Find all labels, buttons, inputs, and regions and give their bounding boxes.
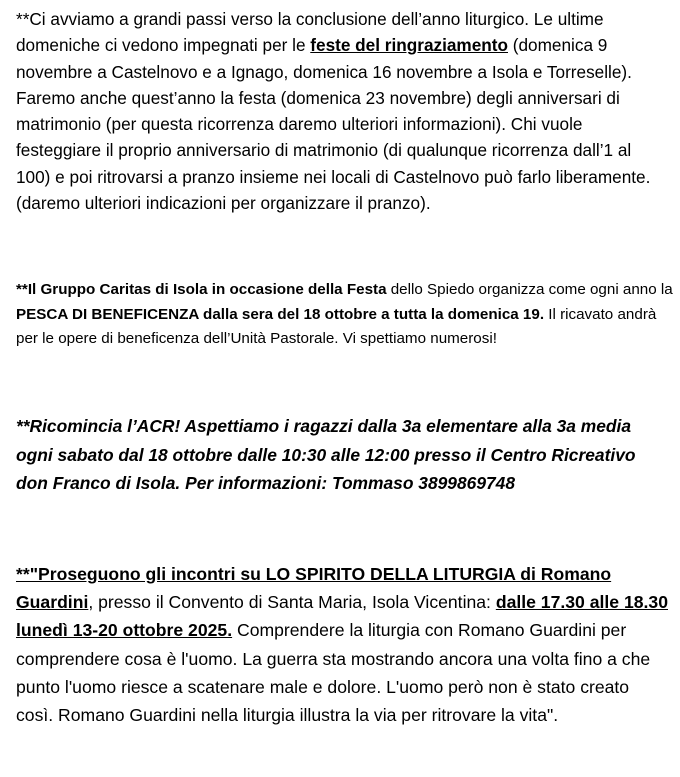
caritas-text-2: Il ricavato andrà per le opere di beneficenza dell’Unità Pastorale. Vi spettiamo numerosi! (16, 305, 657, 347)
acr-text: **Ricomincia l’ACR! Aspettiamo i ragazzi dalla 3a elementare alla 3a media ogni sabato dal 18 ottobre dalle 10:30 alle 12:00 presso il Centro Ricreativo don Franco di Isola. Per informazioni: Tommaso 3899869748 (16, 416, 636, 493)
guardini-text-2: Comprendere la liturgia con Romano Guardini per comprendere cosa è l'uomo. La guerra sta mostrando ancora una volta fino a che punto l'uomo riesce a scatenare male e dolore. L'uomo però non è stato creato così. Romano Guardini nella liturgia illustra la via per ritrovare la vita". (16, 620, 651, 726)
caritas-text-1: dello Spiedo organizza come ogni anno la (386, 281, 673, 298)
guardini-bold-dates: dalle 17.30 alle 18.30 lunedì 13-20 ottobre 2025. (16, 592, 668, 641)
paragraph-caritas (16, 278, 676, 352)
paragraph-ringraziamento-rest: (domenica 9 novembre a Castelnovo e a Ignago, domenica 16 novembre a Isola e Torreselle). Faremo anche quest’anno la festa (domenica 23 novembre) degli anniversari di matrimonio (per questa ricorrenza daremo ulteriori informazioni). Chi vuole festeggiare il proprio anniversario di matrimonio (di qualunque ricorrenza dall’1 al 100) e poi ritrovarsi a pranzo insieme nei locali di Castelnovo può farlo liberamente. (daremo ulteriori indicazioni per organizzare il pranzo). (16, 35, 651, 214)
paragraph-ringraziamento-intro: **Ci avviamo a grandi passi verso la conclusione dell’anno liturgico. Le ultime domeniche ci vedono impegnati per le (16, 9, 604, 56)
feste-ringraziamento-highlight: feste del ringraziamento (310, 35, 508, 56)
caritas-bold-intro: **Il Gruppo Caritas di Isola in occasione della Festa (16, 281, 387, 298)
paragraph-ringraziamento (16, 6, 670, 216)
guardini-bold-title: **"Proseguono gli incontri su LO SPIRITO DELLA LITURGIA di Romano Guardini (16, 564, 612, 613)
paragraph-acr (16, 412, 670, 498)
guardini-text-1: , presso il Convento di Santa Maria, Isola Vicentina: (88, 592, 496, 613)
caritas-bold-event: PESCA DI BENEFICENZA dalla sera del 18 ottobre a tutta la domenica 19. (16, 305, 545, 323)
paragraph-guardini (16, 560, 670, 729)
